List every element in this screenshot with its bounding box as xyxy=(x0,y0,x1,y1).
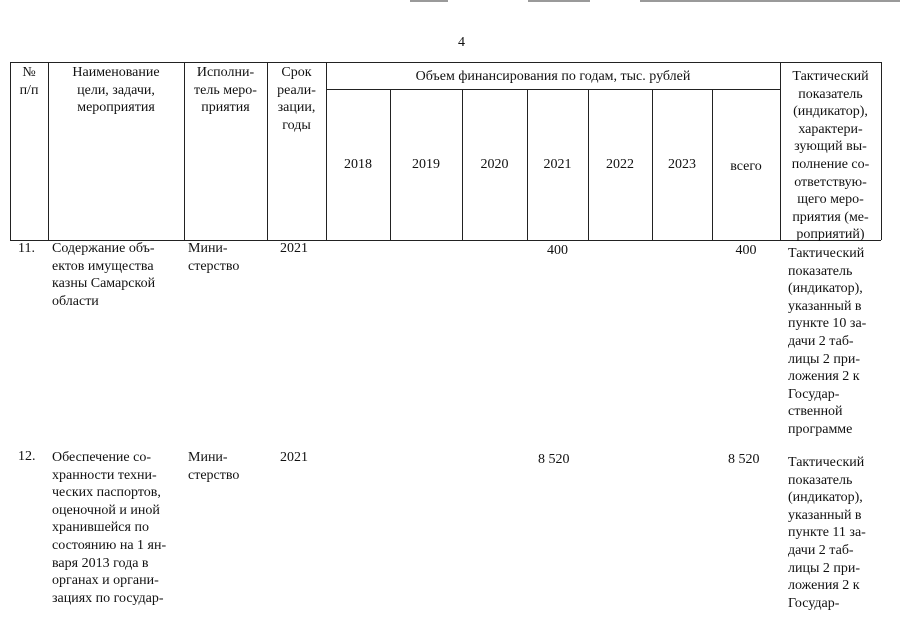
row-indicator: Тактический показатель (индикатор), указанный в пункте 11 за- дачи 2 таб- лицы 2 при- ложения 2 к Государ- xyxy=(788,455,866,611)
header-year: 2023 xyxy=(668,157,696,172)
row-number: 11. xyxy=(18,241,35,256)
row-value-2021: 400 xyxy=(547,243,568,258)
row-executor: Мини- стерство xyxy=(188,450,240,483)
column-divider xyxy=(326,62,327,240)
row-name: Содержание объ- ектов имущества казны Самарской области xyxy=(52,241,156,309)
header-year: 2022 xyxy=(606,157,634,172)
header-year: 2020 xyxy=(480,157,509,172)
header-executor: Исполни- тель меро- приятия xyxy=(194,65,257,116)
row-term: 2021 xyxy=(280,241,308,256)
scan-artifact-line xyxy=(528,0,590,2)
row-name: Обеспечение со- хранности техни- ческих паспортов, оценочной и иной хранившейся по состоянию на 1 ян- варя 2013 года в органах и органи- зациях по государ- xyxy=(52,450,167,606)
row-executor: Мини- стерство xyxy=(188,241,240,274)
row-number: 12. xyxy=(18,449,36,464)
row-value-2021: 8 520 xyxy=(538,452,570,467)
scan-artifact-line xyxy=(640,0,900,2)
table-top-border xyxy=(10,62,881,63)
header-financing: Объем финансирования по годам, тыс. рублей xyxy=(415,69,691,84)
page-number: 4 xyxy=(458,35,465,50)
header-total: всего xyxy=(730,159,762,174)
header-year: 2018 xyxy=(344,157,372,172)
row-term: 2021 xyxy=(280,450,308,465)
header-name: Наименование цели, задачи, мероприятия xyxy=(72,65,160,116)
header-term: Срок реали- зации, годы xyxy=(277,65,316,133)
table-right-border xyxy=(881,62,882,240)
header-year: 2021 xyxy=(543,157,572,172)
header-number: № п/п xyxy=(19,65,39,98)
row-indicator: Тактический показатель (индикатор), указанный в пункте 10 за- дачи 2 таб- лицы 2 при- ложения 2 к Государ- ственной программе xyxy=(788,246,867,437)
scan-artifact-line xyxy=(410,0,448,2)
row-value-total: 400 xyxy=(735,243,757,258)
header-indicator: Тактический показатель (индикатор), характери- зующий вы- полнение со- ответствую- щего меро- приятия (ме- роприятий) xyxy=(791,69,870,243)
row-value-total: 8 520 xyxy=(728,452,760,467)
header-year: 2019 xyxy=(412,157,440,172)
